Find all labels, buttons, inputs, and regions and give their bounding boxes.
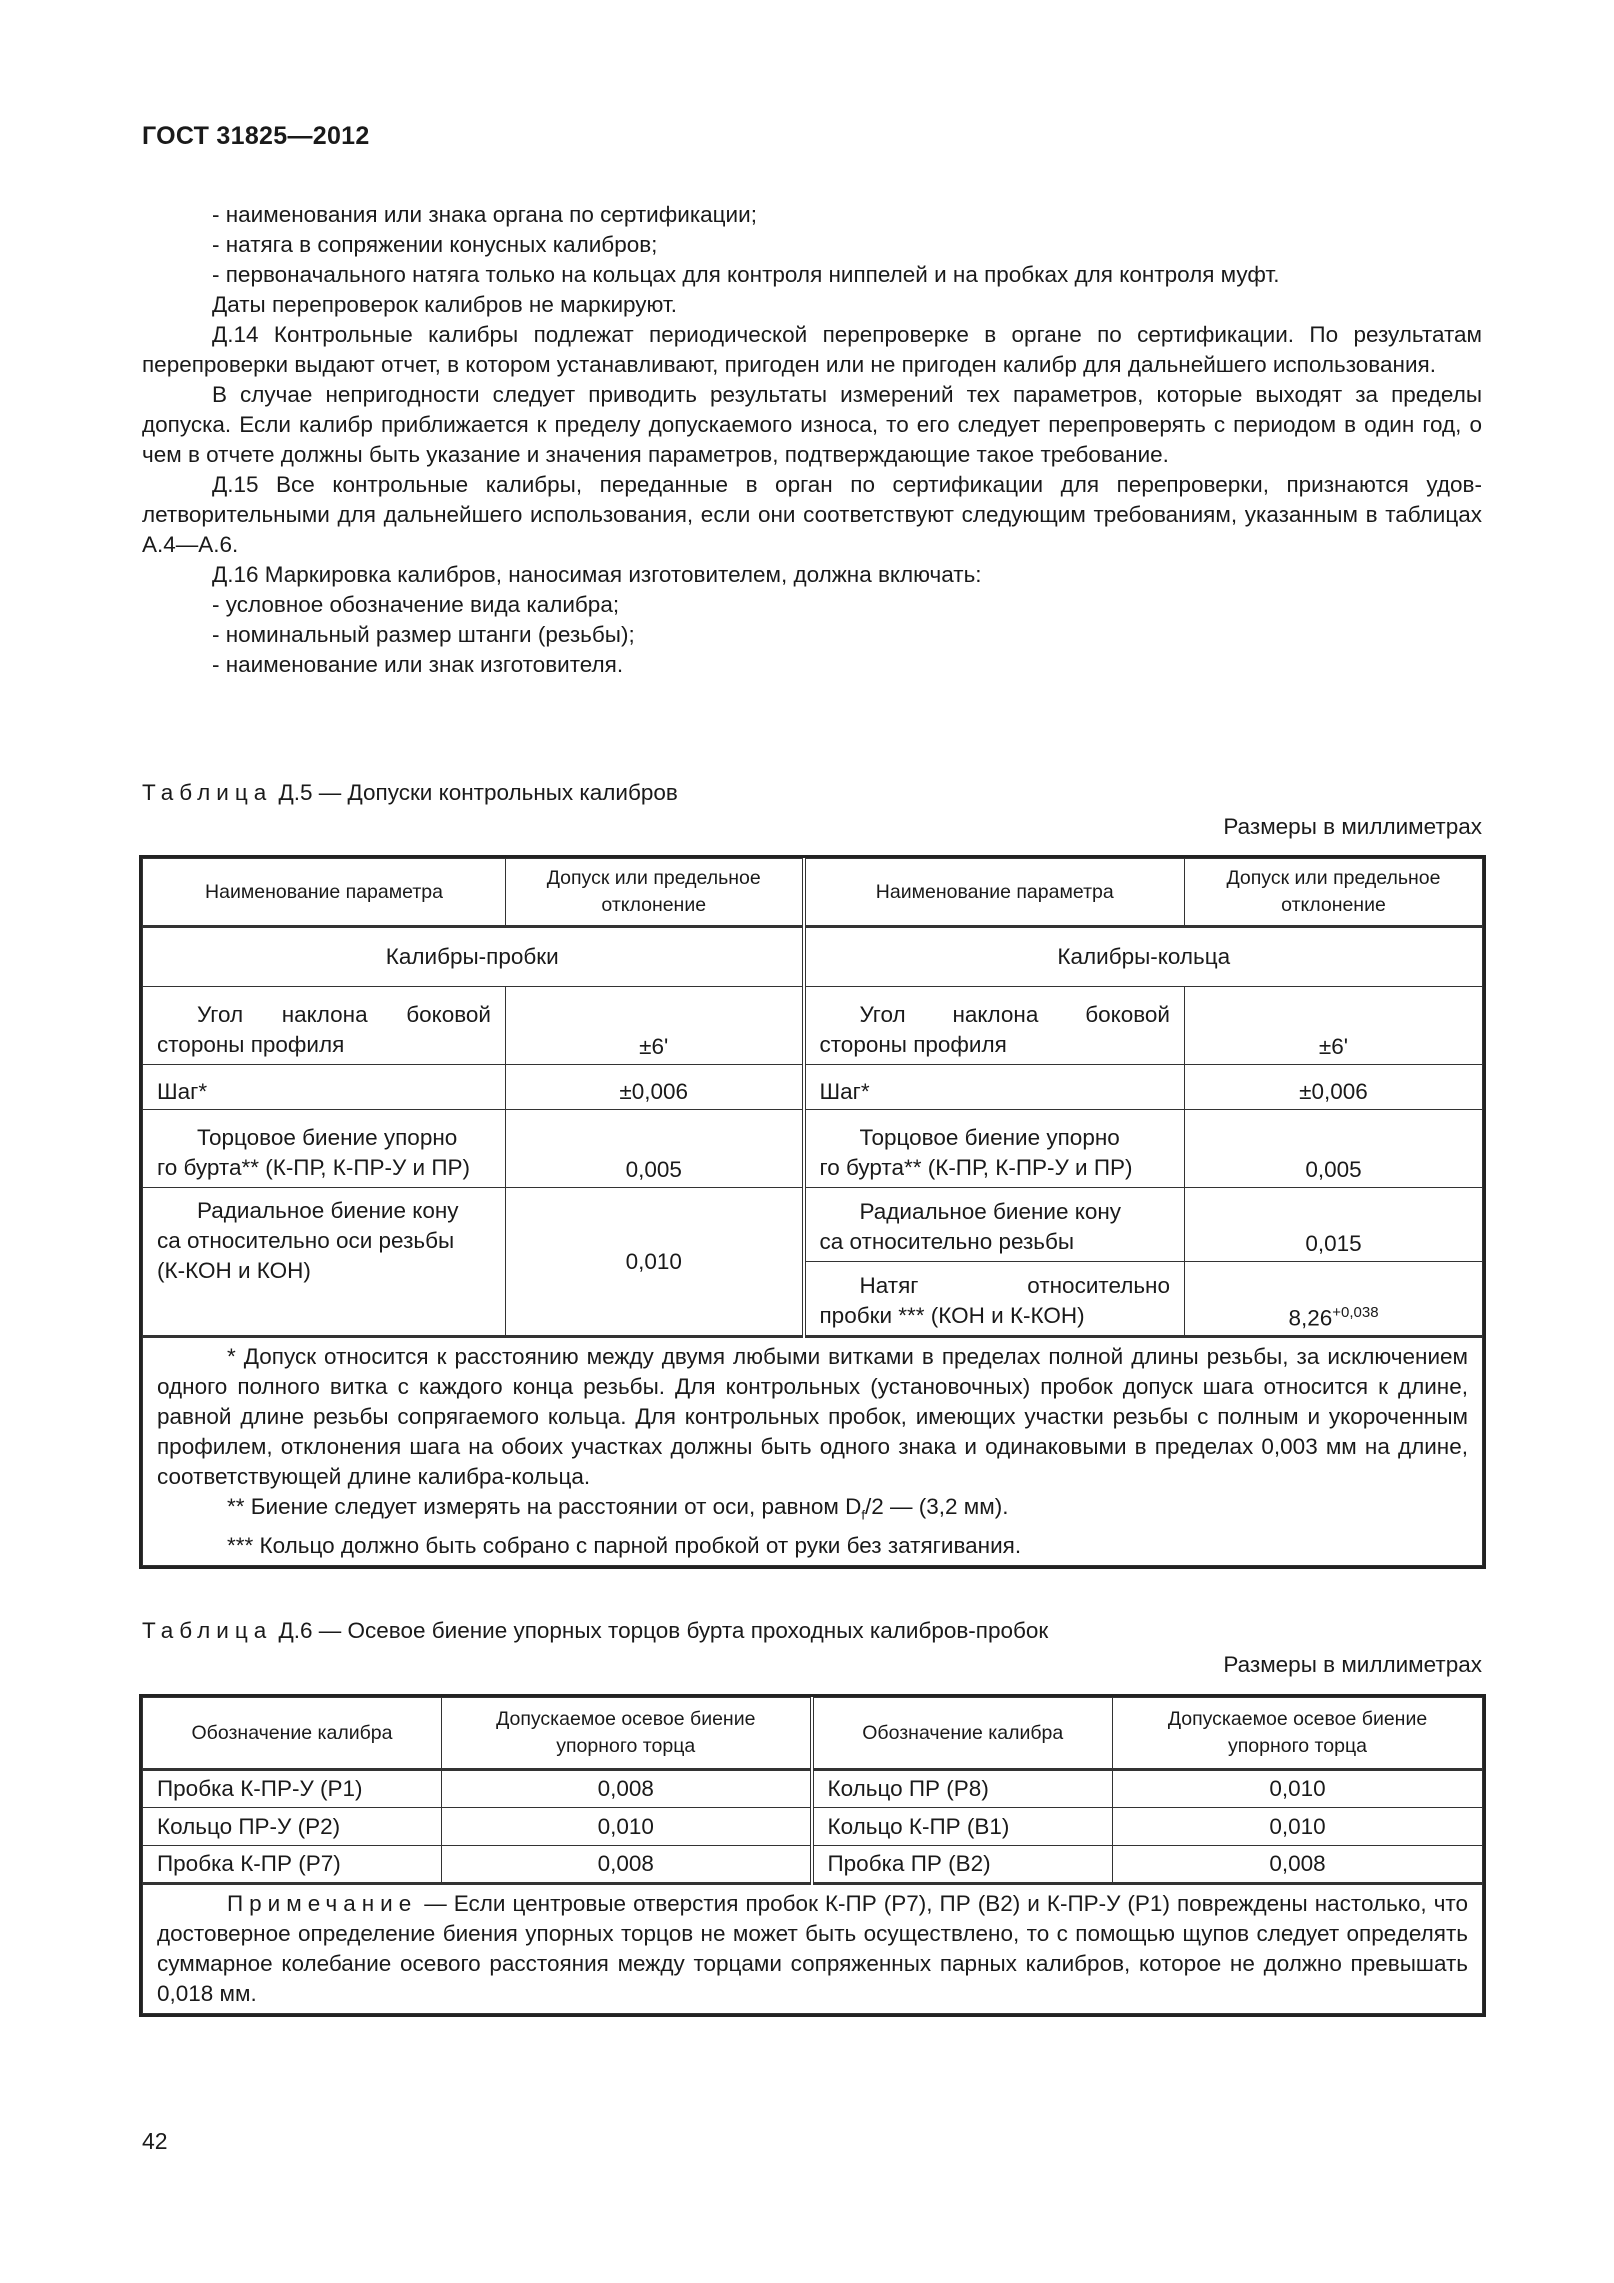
table-cell: Пробка К-ПР (Р7)	[143, 1846, 442, 1884]
table-cell	[804, 1262, 1185, 1337]
table-row	[143, 1808, 1483, 1846]
table-cell	[143, 1188, 506, 1337]
section-label: Калибры-пробки	[143, 927, 804, 987]
paragraph-d16: Д.16 Маркировка калибров, наносимая изготовителем, должна включать:	[212, 562, 982, 587]
table-d5	[142, 858, 1483, 1566]
table-label: Таблица	[142, 780, 273, 805]
cell-line: стороны профиля	[819, 1032, 1007, 1057]
list-item: - условное обозначение вида калибра;	[212, 592, 620, 617]
footnote: * Допуск относится к расстоянию между двумя любыми витками в пределах полной длины резьбы, за исключением одного полного витка с каждого конца резьбы. Для контрольных (установочных) пробок допуск шага относится к длине, равной длине резьбы сопрягаемого кольца. Для контрольных пробок, имеющих участки резьбы с полным и укороченным профилем, отклонения шага на обоих участках должны быть одного знака и одинаковыми в пределах 0,003 мм на длине, соответствующей длине калибра-кольца.	[157, 1344, 1468, 1489]
table-cell: 0,005	[506, 1110, 804, 1188]
table-cell	[804, 1110, 1185, 1188]
table-cell: ±6'	[1185, 987, 1483, 1065]
document-header: ГОСТ 31825—2012	[142, 122, 370, 150]
list-item: - наименования или знака органа по сертификации;	[212, 202, 757, 227]
cell-line: са относительно оси резьбы	[157, 1228, 455, 1253]
note-paragraph	[157, 1889, 1468, 2009]
table-cell: Кольцо ПР-У (Р2)	[143, 1808, 442, 1846]
cell-line: (К-КОН и КОН)	[157, 1258, 311, 1283]
section-label: Калибры-кольца	[804, 927, 1483, 987]
cell-line: Торцовое биение упорно	[859, 1125, 1120, 1150]
table-cell: ±6'	[506, 987, 804, 1065]
list-item: - номинальный размер штанги (резьбы);	[212, 622, 635, 647]
table-cell	[804, 987, 1185, 1065]
table-row	[143, 1770, 1483, 1808]
note-text: — Если центровые отверстия пробок К-ПР (Р7), ПР (В2) и К-ПР-У (Р1) повреждены настолько, что достоверное определение биения упорных торцов не может быть осуществлено, то с помощью щупов следует определять суммарное колебание осевого расстояния между торцами сопряженных парных калибров, которое не должно превышать 0,018 мм.	[157, 1891, 1468, 2006]
paragraph-d14: Д.14 Контрольные калибры подлежат периодической перепроверке в органе по сертификации. По результатам перепроверки выдают отчет, в котором устанавливают, пригоден или не пригоден калибр для дальнейшего использования.	[142, 322, 1482, 377]
table-cell: Шаг*	[804, 1065, 1185, 1110]
header-cell: Наименование параметра	[804, 859, 1185, 927]
cell-line: Торцовое биение упорно	[197, 1125, 458, 1150]
table-units: Размеры в миллиметрах	[1223, 814, 1482, 839]
table-cell: 0,015	[1185, 1188, 1483, 1262]
body-text	[142, 200, 1482, 680]
header-cell: Допускаемое осевое биение упорного торца	[442, 1698, 812, 1770]
footnote-text: /2 — (3,2 мм).	[865, 1494, 1009, 1519]
table-cell	[143, 987, 506, 1065]
table-units: Размеры в миллиметрах	[1223, 1652, 1482, 1677]
table-cell: 0,008	[442, 1846, 812, 1884]
table-cell: 0,008	[1113, 1846, 1483, 1884]
cell-line: стороны профиля	[157, 1032, 345, 1057]
table-cell	[804, 1188, 1185, 1262]
table-cell: Шаг*	[143, 1065, 506, 1110]
cell-line: са относительно резьбы	[819, 1229, 1075, 1254]
note-label: Примечание	[227, 1891, 418, 1916]
cell-line: Натяг относительно	[859, 1273, 1170, 1298]
header-cell: Обозначение калибра	[812, 1698, 1113, 1770]
paragraph-d15: Д.15 Все контрольные калибры, переданные в орган по сертификации для перепроверки, признаются удовлетворительными для дальнейшего использования, если они соответствуют следующим требованиям, указанным в таблицах А.4—А.6.	[142, 472, 1482, 557]
table-cell	[143, 1110, 506, 1188]
header-cell: Наименование параметра	[143, 859, 506, 927]
table-cell: 0,005	[1185, 1110, 1483, 1188]
cell-line: го бурта** (К-ПР, К-ПР-У и ПР)	[157, 1155, 471, 1180]
footnote-subscript: f	[861, 1507, 866, 1523]
header-cell: Допускаемое осевое биение упорного торца	[1113, 1698, 1483, 1770]
page-number: 42	[142, 2128, 168, 2154]
footnote	[157, 1492, 1468, 1531]
table-title: Д.5 — Допуски контрольных калибров	[278, 780, 678, 805]
table-cell: Пробка ПР (В2)	[812, 1846, 1113, 1884]
paragraph: Даты перепроверок калибров не маркируют.	[212, 292, 677, 317]
table-cell: 0,010	[1113, 1770, 1483, 1808]
list-item: - наименование или знак изготовителя.	[212, 652, 624, 677]
header-cell: Обозначение калибра	[143, 1698, 442, 1770]
table-cell: ±0,006	[506, 1065, 804, 1110]
footnote-text: ** Биение следует измерять на расстоянии от оси, равном D	[227, 1494, 862, 1519]
cell-line: Радиальное биение кону	[197, 1198, 459, 1223]
table-cell: 0,010	[442, 1808, 812, 1846]
paragraph: В случае непригодности следует приводить результаты измерений тех параметров, которые выходят за пределы допуска. Если калибр приближается к пределу допускаемого износа, то его следует перепроверять с периодом в один год, о чем в отчете должны быть указание и значения параметров, подтверждающие такое требование.	[142, 382, 1482, 467]
cell-line: Угол наклона боковой	[197, 1002, 491, 1027]
list-item: - первоначального натяга только на кольцах для контроля ниппелей и на пробках для контроля муфт.	[212, 262, 1280, 287]
table-label: Таблица	[142, 1618, 273, 1643]
header-cell: Допуск или предельное отклонение	[506, 859, 804, 927]
cell-value: 8,26	[1288, 1305, 1333, 1330]
table-cell: Пробка К-ПР-У (Р1)	[143, 1770, 442, 1808]
table-note	[143, 1884, 1483, 2014]
table-d6	[142, 1697, 1483, 2014]
header-cell: Допуск или предельное отклонение	[1185, 859, 1483, 927]
table-cell: 0,008	[442, 1770, 812, 1808]
table-row	[143, 1846, 1483, 1884]
cell-line: пробки *** (КОН и К-КОН)	[819, 1303, 1085, 1328]
table-cell: Кольцо ПР (Р8)	[812, 1770, 1113, 1808]
table-caption	[142, 780, 678, 806]
table-cell: Кольцо К-ПР (В1)	[812, 1808, 1113, 1846]
table-cell: 0,010	[506, 1188, 804, 1337]
cell-line: Угол наклона боковой	[859, 1002, 1170, 1027]
list-item: - натяга в сопряжении конусных калибров;	[212, 232, 658, 257]
cell-line: го бурта** (К-ПР, К-ПР-У и ПР)	[819, 1155, 1133, 1180]
table-notes	[143, 1337, 1483, 1566]
table-cell	[1185, 1262, 1483, 1337]
table-cell: ±0,006	[1185, 1065, 1483, 1110]
tolerance-superscript: +0,038	[1332, 1303, 1379, 1321]
table-cell: 0,010	[1113, 1808, 1483, 1846]
table-caption	[142, 1618, 1048, 1644]
footnote: *** Кольцо должно быть собрано с парной пробкой от руки без затягивания.	[227, 1532, 1022, 1558]
table-title: Д.6 — Осевое биение упорных торцов бурта проходных калибров-пробок	[278, 1618, 1049, 1643]
cell-line: Радиальное биение кону	[859, 1199, 1122, 1224]
